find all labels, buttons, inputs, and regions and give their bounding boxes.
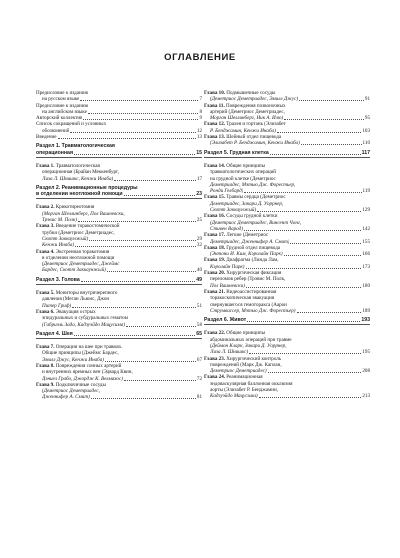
entry-text: (Деметриос Деметриадес, Эмилл Джус) [210, 96, 299, 103]
chapter-title: Мониторы внутричерепного [55, 290, 118, 297]
chapter-label: Глава 17. [204, 232, 226, 239]
page-number: 67 [196, 356, 202, 363]
chapter-label: Глава 7. [36, 344, 55, 351]
section-heading[interactable] [204, 317, 370, 323]
chapter-label: Глава 10. [204, 90, 226, 96]
entry-line: на грудной клетке (Деметриос [210, 175, 276, 182]
page-number: 110 [362, 140, 370, 147]
chapter-label: Глава 24. [204, 374, 226, 381]
entry-text: Стивен Варод) [210, 225, 243, 232]
dot-leader [244, 230, 361, 231]
page-number: 17 [196, 175, 202, 182]
chapter-title: Крикотиреотомия [55, 204, 95, 211]
dot-leader [74, 335, 195, 336]
chapter-title: Грудной отдел пищевода [226, 244, 281, 251]
chapter-title: Операции на шее при травмах. [55, 344, 123, 351]
page-number: 213 [362, 393, 370, 400]
chapter-label: Глава 11. [204, 102, 225, 109]
section-rule [36, 338, 202, 339]
dot-leader [284, 119, 364, 120]
entry-line: Предисловие к изданию [36, 102, 89, 109]
dot-leader [74, 154, 195, 155]
entry-line: (Деметриос Деметриадес, Джеймс [42, 261, 120, 268]
entry-text: на английском языке [42, 108, 87, 115]
section-rule [36, 198, 202, 199]
dot-leader [88, 113, 199, 114]
dot-leader [72, 307, 196, 308]
entry-text: Трэвис М. Полк) [42, 217, 77, 224]
chapter-title: Видеоассистированная [226, 288, 277, 295]
page-number: 9 [199, 115, 202, 122]
entry-line: Общие принципы (Джеймс Бардес, [42, 350, 119, 357]
dot-leader [277, 132, 362, 133]
chapter-label: Глава 5. [36, 290, 55, 297]
entry-line: аорты (Элизабет Р. Бенджамин, [210, 387, 279, 394]
entry-line: давления (Меган Льюис, Джон [42, 296, 110, 303]
page-number: 51 [196, 302, 202, 309]
dot-leader [297, 312, 362, 313]
chapter-label: Глава 9. [36, 381, 55, 388]
entry-text: Ронди Гелбард) [210, 188, 244, 195]
page-number: 129 [362, 207, 370, 214]
chapter-title: Повреждения позвоночных [226, 102, 286, 109]
dot-leader [80, 100, 198, 101]
dot-leader [284, 255, 362, 256]
entry-line: эпидуральных и субдуральных гематом [42, 315, 128, 322]
page-number: 180 [362, 282, 370, 289]
dot-leader [246, 287, 361, 288]
page-number: 155 [362, 238, 370, 245]
chapter-title: Реанимационная [226, 374, 263, 381]
page-number: 72 [196, 375, 202, 382]
entry-text: Деметриос Деметриадес) [210, 368, 267, 375]
entry-text: обозначений [42, 127, 70, 134]
entry-text: Струмвассер, Мэтью Дж. Форестьер) [210, 307, 296, 314]
chapter-label: Глава 12. [204, 121, 226, 128]
entry-line: Деметриадес, Мэтью Дж. Форестьер, [210, 181, 296, 188]
entry-text: Дэниел Грабо, Джордж К. Велмахос) [42, 375, 123, 382]
entry-line: переломов ребер (Трэвис М. Полк, [210, 276, 286, 283]
entry-text: Деметриадес, Дженнифер А. Смит) [210, 238, 290, 245]
dot-leader [257, 211, 361, 212]
entry-line: эндоваскулярная баллонная окклюзия [210, 380, 293, 387]
page-number: 173 [362, 263, 370, 270]
dot-leader [91, 398, 196, 399]
dot-leader [259, 397, 362, 398]
section-title: Раздел 6. Живот [204, 317, 247, 324]
entry-line-with-page[interactable] [36, 394, 202, 400]
chapter-title: Повреждения сонных артерий [55, 362, 122, 369]
chapter-title: Эвакуация острых [55, 308, 96, 315]
dot-leader [124, 195, 196, 196]
dot-leader [290, 243, 361, 244]
chapter-label: Глава 1. [36, 162, 55, 169]
section-title: Раздел 4. Шея [36, 330, 73, 337]
dot-leader [89, 240, 196, 241]
chapter-label: Глава 15. [204, 194, 226, 201]
entry-text: Лиза Л. Шнишкс) [210, 349, 249, 356]
chapter-label: Глава 23. [204, 355, 226, 362]
chapter-title: Общие принципы [226, 330, 266, 337]
entry-text: Авторский коллектив [36, 115, 83, 122]
chapter-label: Глава 22. [204, 330, 226, 337]
dot-leader [124, 380, 196, 381]
dot-leader [126, 326, 196, 327]
section-rule [36, 157, 202, 158]
entry-line: (Деметриос Деметриадес, Винсент Чонг, [210, 219, 302, 226]
chapter-title: Шейный отдел пищевода [226, 134, 282, 141]
chapter-label: Глава 16. [204, 213, 226, 220]
entry-text: Пол Вашневски) [210, 282, 245, 289]
page-number: 40 [196, 267, 202, 274]
entry-text: Кадзуэйдо Мацусима) [210, 393, 258, 400]
entry-line: Деметриадес, Закари Д. Уоррнер, [210, 200, 284, 207]
dot-leader [75, 246, 196, 247]
chapter-label: Глава 21. [204, 288, 226, 295]
chapter-title: Диафрагма (Линда Лам, [226, 257, 279, 264]
dot-leader [299, 100, 364, 101]
entry-text: на русском языке [42, 96, 80, 103]
page-number: 103 [362, 127, 370, 134]
chapter-label: Глава 18. [204, 244, 226, 251]
entry-text: Дженнифер А. Смит) [42, 394, 90, 401]
chapter-label: Глава 13. [204, 134, 226, 141]
page-number: 81 [196, 394, 202, 401]
chapter-label: Глава 6. [36, 308, 55, 315]
chapter-label: Глава 4. [36, 248, 55, 255]
entry-line: свернувшегося гемоторакса (Аарон [210, 301, 287, 308]
section-title: в отделении неотложной помощи [36, 191, 123, 198]
page-number: 117 [361, 149, 370, 156]
dot-leader [81, 281, 195, 282]
dot-leader [301, 144, 362, 145]
section-heading[interactable] [36, 277, 202, 283]
entry-line: травматологических операций [210, 169, 277, 176]
section-rule [36, 284, 202, 285]
dot-leader [58, 138, 196, 139]
chapter-title: Подмышечные сосуды [226, 90, 276, 96]
section-rule [204, 324, 370, 325]
chapter-label: Глава 3. [36, 223, 55, 230]
entry-line: (Деймон Кларк, Закари Д. Уоррнер, [210, 342, 287, 349]
chapter-title: Хирургический контроль [226, 355, 282, 362]
entry-text: (Энтони И. Ким, Кэролайн Парк) [210, 251, 283, 258]
dot-leader [249, 353, 361, 354]
entry-line: (Морган Шеллинберг, Пол Вашневски, [42, 210, 125, 217]
chapter-title: Сосуды грудной клетки [226, 213, 278, 220]
section-heading[interactable] [36, 331, 202, 337]
section-title: Раздел 3. Голова [36, 276, 80, 283]
entry-text: Лиза Л. Шнишкс, Кенжи Инаба) [42, 175, 114, 182]
entry-line: повреждений (Марк Дж. Каплан, [210, 361, 282, 368]
page-number: 91 [364, 96, 370, 103]
chapter-title: Общие принципы [226, 162, 266, 169]
section-heading[interactable]: Раздел 1. Травматологическая [36, 143, 115, 150]
page-number: 95 [364, 115, 370, 122]
dot-leader [246, 268, 362, 269]
chapter-title: Трахея и гортань (Элизабет [226, 121, 286, 128]
dot-leader [247, 321, 360, 322]
chapter-title: Травмы сердца (Деметриос [226, 194, 286, 201]
chapter-label: Глава 20. [204, 270, 226, 277]
page-number: 15 [196, 149, 202, 156]
chapter-label: Глава 19. [204, 257, 226, 264]
page-number: 65 [196, 330, 202, 337]
page-number: 142 [362, 225, 370, 232]
chapter-title: Легкие (Деметриос [226, 232, 269, 239]
section-rule [204, 157, 370, 158]
page-number: 23 [196, 191, 202, 198]
section-title: Раздел 5. Грудная клетка [204, 149, 269, 156]
page-number: 189 [362, 307, 370, 314]
dot-leader [70, 132, 195, 133]
page-title: ОГЛАВЛЕНИЕ [164, 52, 236, 63]
page-number: 12 [196, 127, 202, 134]
entry-line: артерий (Деметриос Деметриадес, [210, 108, 285, 115]
entry-line: абдоминальных операций при травме [210, 336, 292, 343]
page-number: 29 [196, 235, 202, 242]
toc-left-column [36, 90, 202, 401]
section-heading[interactable] [204, 150, 370, 156]
entry-text: (Элизабет Р. Бенджамин, Кенжи Инаба) [210, 140, 300, 147]
page-number: 25 [196, 217, 202, 224]
entry-text: Питер Гриф) [42, 302, 72, 309]
entry-text: Кэролайн Парк) [210, 263, 245, 270]
entry-line: трубки (Деметриос Деметриадес, [42, 229, 115, 236]
chapter-label: Глава 2. [36, 204, 55, 211]
entry-line: Предисловие к изданию [36, 90, 89, 96]
dot-leader [268, 372, 362, 373]
section-title: операционная [36, 149, 73, 156]
page-number: 195 [362, 349, 370, 356]
dot-leader [114, 180, 196, 181]
section-heading-continued[interactable] [36, 191, 202, 197]
entry-text: Морган Шеллинберг, Ник А. Илю) [210, 115, 284, 122]
entry-line: в отделении неотложной помощи [42, 254, 115, 261]
page-number: 32 [196, 242, 202, 249]
dot-leader [105, 361, 196, 362]
chapter-label: Глава 14. [204, 162, 226, 169]
entry-line: торакоскопическая эвакуация [210, 295, 275, 302]
section-heading[interactable]: Раздел 2. Реанимационные процедуры [36, 184, 138, 191]
entry-line: Список сокращений и условных [36, 121, 107, 128]
page-number: 8 [199, 108, 202, 115]
entry-text: Скотт Заккаунжый) [42, 235, 89, 242]
chapter-title: Экстренная торакотомия [55, 248, 110, 255]
chapter-title: Хирургическая фиксация [226, 270, 282, 277]
entry-text: Кенжи Инаба) [42, 242, 75, 249]
entry-text: (Габриэль Зада, Кадзуэйдо Мацусима) [42, 321, 125, 328]
entry-text: Р. Бенджамин, Кенжи Инаба) [210, 127, 276, 134]
chapter-title: Травматологическая [55, 162, 100, 169]
entry-line: и внутренних яремных вен (Эдвард Квин, [42, 369, 133, 376]
page-number: 119 [362, 188, 370, 195]
entry-line: (Деметриос Деметриадес, [42, 388, 100, 395]
entry-line-with-page[interactable] [204, 393, 370, 399]
page-number: 208 [362, 368, 370, 375]
page-number: 58 [196, 321, 202, 328]
entry-text: Скотт Заккаунжый) [210, 207, 257, 214]
entry-text: Бардес, Скотт Заккаунжый) [42, 267, 106, 274]
toc-right-column [204, 90, 370, 400]
chapter-title: Введение торакостомической [55, 223, 120, 230]
dot-leader [107, 271, 196, 272]
chapter-title: Подключичные сосуды [55, 381, 106, 388]
page-number: 193 [361, 317, 370, 324]
dot-leader [244, 192, 361, 193]
page-number: 166 [362, 251, 370, 258]
page-number: 13 [196, 134, 202, 141]
dot-leader [78, 221, 196, 222]
page-number: 49 [196, 276, 202, 283]
entry-text: Введение [36, 134, 57, 141]
entry-text: Эмилл Джус, Кенжи Инаба) [42, 356, 104, 363]
dot-leader [270, 154, 361, 155]
chapter-label: Глава 8. [36, 362, 55, 369]
page-number: 7 [199, 96, 202, 103]
section-heading-continued[interactable] [36, 150, 202, 156]
entry-line: операционная (Брайан Меккенбург, [42, 169, 119, 176]
